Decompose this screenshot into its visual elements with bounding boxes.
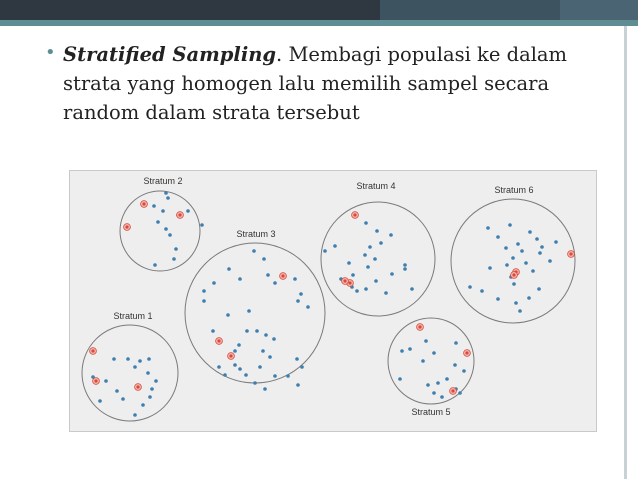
population-dot [148,395,152,399]
population-dot [172,257,176,261]
population-dot [333,244,337,248]
population-dot [373,257,377,261]
population-dot [504,246,508,250]
population-dot [226,313,230,317]
population-dot [237,343,241,347]
population-dot [548,259,552,263]
population-dot [527,296,531,300]
population-dot [554,240,558,244]
population-dot [147,357,151,361]
population-dot [164,191,168,195]
population-dot [524,261,528,265]
population-dot [520,249,524,253]
population-dot [480,289,484,293]
sample-dot [569,252,572,255]
population-dot [112,357,116,361]
population-dot [104,379,108,383]
stratum-4-group [321,181,435,316]
stratum-4-circle [321,202,435,316]
population-dot [540,245,544,249]
population-dot [512,282,516,286]
population-dot [164,227,168,231]
population-dot [255,329,259,333]
population-dot [286,374,290,378]
population-dot [244,373,248,377]
population-dot [364,221,368,225]
population-dot [233,349,237,353]
population-dot [252,249,256,253]
population-dot [296,299,300,303]
population-dot [390,272,394,276]
sample-dot [217,339,220,342]
population-dot [126,357,130,361]
population-dot [154,379,158,383]
population-dot [266,273,270,277]
sample-dot [348,281,351,284]
sample-dot [353,213,356,216]
bullet-icon: • [45,42,56,63]
population-dot [537,287,541,291]
population-dot [258,365,262,369]
header-bar-segment [560,0,638,20]
population-dot [273,281,277,285]
stratum-1-group [82,311,178,421]
population-dot [300,365,304,369]
population-dot [535,237,539,241]
population-dot [133,413,137,417]
population-dot [174,247,178,251]
population-dot [150,387,154,391]
population-dot [496,297,500,301]
population-dot [486,226,490,230]
population-dot [516,242,520,246]
sample-dot [229,354,232,357]
population-dot [186,209,190,213]
population-dot [436,381,440,385]
population-dot [351,273,355,277]
population-dot [458,391,462,395]
population-dot [445,377,449,381]
sample-dot [94,379,97,382]
population-dot [293,277,297,281]
bullet-point [45,40,605,127]
population-dot [408,347,412,351]
sample-dot [125,225,128,228]
population-dot [245,329,249,333]
stratum-2-circle [120,191,200,271]
population-dot [264,333,268,337]
sample-dot [418,325,421,328]
selected-samples [90,201,575,395]
population-dot [115,389,119,393]
population-dot [511,256,515,260]
population-dot [379,241,383,245]
population-dot [268,355,272,359]
population-dot [364,287,368,291]
sample-dot [91,349,94,352]
stratum-2-group [120,176,200,271]
population-dot [299,292,303,296]
population-dot [168,233,172,237]
stratum-3-label: Stratum 3 [236,229,276,239]
stratum-5-label: Stratum 5 [411,407,451,417]
population-dot [263,387,267,391]
stratified-sampling-figure [69,170,597,432]
sample-dot [281,274,284,277]
population-dot [217,365,221,369]
header-accent-stripe [0,20,638,26]
population-dot [440,395,444,399]
population-dot [432,351,436,355]
population-dot [468,285,472,289]
stratum-5-group [388,318,474,417]
population-dot [403,267,407,271]
population-dot [410,287,414,291]
population-dot [538,251,542,255]
population-dot [366,265,370,269]
population-dot [261,349,265,353]
population-dot [200,223,204,227]
population-dot [375,229,379,233]
stratum-6-circle [451,199,575,323]
stratum-2-label: Stratum 2 [143,176,183,186]
slide-header-bar [0,0,638,20]
population-dot [306,305,310,309]
sample-dot [465,351,468,354]
strata-diagram [70,171,598,433]
population-dot [398,377,402,381]
population-dot [212,281,216,285]
population-dot [389,233,393,237]
population-dot [295,357,299,361]
population-dot [141,403,145,407]
sample-dot [142,202,145,205]
population-dot [518,309,522,313]
stratum-1-label: Stratum 1 [113,311,153,321]
population-dot [121,397,125,401]
population-dot [272,337,276,341]
right-accent-line [624,26,627,479]
population-dot [153,263,157,267]
sample-dot [343,279,346,282]
population-dot [161,209,165,213]
population-dot [227,267,231,271]
population-dot [453,363,457,367]
population-dot [238,367,242,371]
bullet-term: Stratified Sampling [63,43,277,66]
population-dot [202,289,206,293]
population-dot [202,299,206,303]
population-dot [462,369,466,373]
sample-dot [512,273,515,276]
sample-dot [136,385,139,388]
population-dot [384,291,388,295]
stratum-3-circle [185,243,325,383]
population-dot [421,359,425,363]
population-dot [296,383,300,387]
population-dot [238,277,242,281]
population-dot [368,245,372,249]
stratum-6-group [451,185,575,323]
population-dot [223,373,227,377]
population-dot [253,381,257,385]
sample-dot [451,389,454,392]
population-dot [233,363,237,367]
population-dot [273,374,277,378]
population-dot [323,249,327,253]
stratum-5-circle [388,318,474,404]
population-dot [138,359,142,363]
bullet-description: . Membagi populasi ke dalam strata yang homogen lalu memilih sampel secara random dalam strata tersebut [63,43,568,124]
population-dot [403,263,407,267]
population-dot [508,223,512,227]
population-dot [156,220,160,224]
bullet-text [63,40,605,127]
population-dot [166,196,170,200]
population-dot [98,399,102,403]
stratum-4-label: Stratum 4 [356,181,396,191]
population-dot [146,371,150,375]
population-dot [374,279,378,283]
population-dot [424,339,428,343]
population-dot [247,309,251,313]
population-dot [426,383,430,387]
stratum-6-label: Stratum 6 [494,185,534,195]
population-dot [531,269,535,273]
population-dot [355,289,359,293]
population-dot [262,257,266,261]
population-dot [347,261,351,265]
population-dot [528,230,532,234]
population-dot [454,341,458,345]
population-dot [363,253,367,257]
population-dot [211,329,215,333]
population-dot [400,349,404,353]
sample-dot [178,213,181,216]
population-dot [488,266,492,270]
population-dot [432,391,436,395]
population-dot [496,235,500,239]
population-dot [514,301,518,305]
population-dot [152,204,156,208]
population-dot [505,263,509,267]
stratum-1-circle [82,325,178,421]
population-dot [133,365,137,369]
